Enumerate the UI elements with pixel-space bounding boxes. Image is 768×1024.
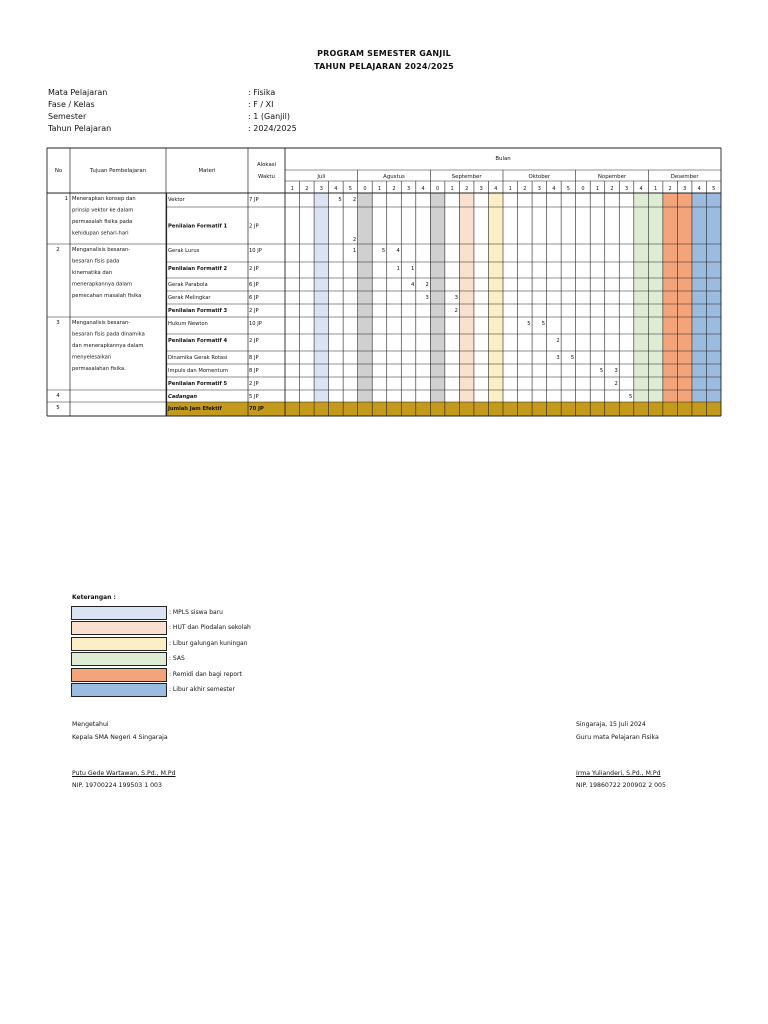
alokasi-text: 2 JP	[249, 381, 259, 387]
tujuan-text: menerapkannya dalam	[72, 281, 133, 288]
month-label: Oktober	[528, 174, 551, 180]
materi-text: Gerak Parabola	[168, 282, 208, 288]
legend-label-galungan: : Libur galungan kuningan	[169, 640, 248, 647]
materi-text: Gerak Melingkar	[168, 295, 211, 301]
alokasi-text: 10 JP	[249, 248, 262, 254]
week-column-bg	[459, 193, 474, 402]
month-label: Agustus	[383, 174, 405, 180]
week-value: 2	[454, 308, 458, 314]
week-value: 3	[614, 368, 618, 374]
materi-text: Impuls dan Momentum	[168, 368, 228, 374]
week-label: 4	[334, 186, 338, 192]
legend-swatch-remidi	[71, 668, 167, 682]
alokasi-text: 2 JP	[249, 308, 259, 314]
week-column-bg	[706, 193, 721, 402]
week-column-bg	[474, 193, 489, 402]
alokasi-text: 70 JP	[249, 406, 264, 412]
week-label: 1	[595, 186, 600, 192]
group-number: 1	[64, 196, 68, 202]
week-label: 2	[305, 186, 309, 192]
week-label: 3	[406, 186, 411, 192]
alokasi-text: 6 JP	[249, 282, 259, 288]
month-label: September	[451, 174, 482, 180]
week-value: 1	[410, 266, 415, 272]
week-label: 1	[377, 186, 382, 192]
week-label: 0	[363, 186, 367, 192]
group-number: 3	[56, 320, 60, 326]
week-column-bg	[619, 193, 634, 402]
materi-text: Penilaian Formatif 5	[168, 381, 228, 387]
week-label: 2	[610, 186, 614, 192]
materi-text: Hukum Newton	[168, 321, 208, 327]
week-value: 5	[381, 248, 386, 254]
alokasi-text: 2 JP	[249, 338, 259, 344]
week-label: 3	[319, 186, 323, 192]
week-value: 3	[454, 295, 458, 301]
week-value: 1	[396, 266, 400, 272]
alokasi-text: 2 JP	[249, 266, 259, 272]
materi-text: Vektor	[168, 197, 185, 203]
week-column-bg	[430, 193, 445, 402]
tujuan-text: Menganalisis besaran-	[72, 320, 131, 326]
legend-label-remidi: : Remidi dan bagi report	[169, 671, 242, 678]
tujuan-text: kinematika dan	[72, 270, 113, 276]
month-label: Juli	[317, 174, 326, 180]
tujuan-text: Menganalisis besaran-	[72, 247, 131, 253]
week-column-bg	[648, 193, 663, 402]
info-label-mapel: Mata Pelajaran	[48, 88, 108, 97]
tujuan-text: besaran fisis pada dinamika	[72, 331, 145, 338]
legend-label-mpls: : MPLS siswa baru	[169, 609, 223, 616]
tujuan-text: permasalah fisika pada	[72, 219, 133, 225]
legend-swatch-libur	[71, 683, 167, 697]
alokasi-text: 2 JP	[249, 223, 259, 230]
week-column-bg	[663, 193, 678, 402]
week-column-bg	[358, 193, 373, 402]
week-label: 2	[668, 186, 672, 192]
legend-label-sas: : SAS	[169, 655, 185, 662]
week-column-bg	[634, 193, 649, 402]
week-column-bg	[518, 193, 533, 402]
week-column-bg	[503, 193, 518, 402]
week-column-bg	[488, 193, 503, 402]
header-tujuan: Tujuan Pembelajaran	[89, 168, 147, 174]
week-label: 3	[537, 186, 541, 192]
legend-label-hut: : HUT dan Piodalan sekolah	[169, 624, 251, 631]
group-number: 5	[56, 405, 60, 411]
week-value: 2	[614, 381, 618, 387]
week-value: 5	[338, 197, 342, 203]
tujuan-text: besaran fisis pada	[72, 258, 120, 265]
week-column-bg	[401, 193, 416, 402]
alokasi-text: 10 JP	[249, 321, 262, 327]
week-column-bg	[300, 193, 315, 402]
week-label: 4	[552, 186, 556, 192]
header-alokasi: Alokasi	[256, 162, 277, 168]
sig-left-name: Putu Gede Wartawan, S.Pd., M.Pd	[72, 770, 176, 777]
tujuan-text: pemecahan masalah fisika	[72, 293, 142, 299]
week-column-bg	[561, 193, 576, 402]
week-value: 2	[352, 197, 357, 203]
sig-left-nip: NIP. 19700224 199503 1 003	[72, 782, 162, 789]
header-bulan: Bulan	[495, 156, 511, 162]
materi-text: Jumlah Jam Efektif	[168, 406, 222, 412]
week-label: 4	[421, 186, 425, 192]
group-number: 4	[56, 393, 60, 399]
legend-swatch-galungan	[71, 637, 167, 651]
week-value: 5	[599, 368, 604, 374]
week-value: 4	[410, 282, 415, 288]
week-label: 3	[624, 186, 629, 192]
week-column-bg	[547, 193, 562, 402]
legend-swatch-hut	[71, 621, 167, 635]
info-label-fase: Fase / Kelas	[48, 100, 95, 109]
tujuan-text: dan menerapkannya dalam	[72, 343, 144, 349]
alokasi-text: 5 JP	[249, 394, 259, 400]
sig-left-line1: Mengetahui	[72, 721, 109, 728]
week-column-bg	[692, 193, 707, 402]
week-value: 2	[556, 338, 560, 344]
week-label: 1	[654, 186, 658, 192]
week-value: 3	[425, 295, 429, 301]
materi-text: Penilaian Formatif 2	[168, 266, 228, 272]
tujuan-text: prinsip vektor ke dalam	[72, 207, 134, 214]
week-label: 3	[683, 186, 687, 192]
week-label: 1	[290, 186, 294, 192]
legend-title: Keterangan :	[72, 594, 116, 601]
info-label-semester: Semester	[48, 112, 87, 121]
info-label-tahun: Tahun Pelajaran	[48, 124, 112, 133]
week-column-bg	[532, 193, 547, 402]
month-label: Nopember	[597, 174, 627, 180]
alokasi-text: 7 JP	[249, 197, 259, 203]
tujuan-text: menyelesaikan	[72, 354, 112, 361]
week-label: 2	[392, 186, 396, 192]
month-label: Desember	[670, 174, 699, 180]
week-column-bg	[387, 193, 402, 402]
week-column-bg	[285, 193, 300, 402]
week-value: 4	[396, 248, 400, 254]
sig-right-nip: NIP. 19860722 200902 2 005	[576, 782, 666, 789]
week-label: 2	[523, 186, 527, 192]
materi-text: Penilaian Formatif 3	[168, 308, 228, 314]
tujuan-text: permasalahan fisika.	[72, 366, 126, 372]
legend-swatch-mpls	[71, 606, 167, 620]
week-value: 5	[628, 394, 633, 400]
alokasi-text: 6 JP	[249, 295, 259, 301]
week-label: 4	[639, 186, 643, 192]
week-label: 0	[436, 186, 440, 192]
tujuan-text: Menerapkan konsep dan	[72, 196, 136, 202]
tujuan-text: kehidupan sehari-hari	[72, 230, 129, 237]
info-value-mapel: : Fisika	[248, 88, 276, 97]
materi-text: Penilaian Formatif 1	[168, 223, 228, 230]
group-number: 2	[56, 247, 60, 253]
week-label: 4	[494, 186, 498, 192]
document-subtitle: TAHUN PELAJARAN 2024/2025	[314, 62, 454, 71]
week-label: 1	[508, 186, 512, 192]
week-value: 3	[556, 355, 560, 361]
week-value: 5	[527, 321, 531, 327]
week-label: 4	[697, 186, 701, 192]
materi-text: Gerak Lurus	[168, 248, 200, 254]
week-column-bg	[372, 193, 387, 402]
week-column-bg	[576, 193, 591, 402]
header-no: No	[54, 168, 63, 174]
week-value: 5	[570, 355, 575, 361]
week-label: 1	[450, 186, 454, 192]
info-value-semester: : 1 (Ganjil)	[248, 112, 290, 121]
week-label: 0	[581, 186, 585, 192]
week-label: 2	[465, 186, 469, 192]
week-label: 3	[479, 186, 483, 192]
week-column-bg	[677, 193, 692, 402]
info-value-fase: : F / XI	[248, 100, 274, 109]
week-column-bg	[314, 193, 329, 402]
info-value-tahun: : 2024/2025	[248, 124, 297, 133]
week-value: 2	[352, 237, 357, 243]
materi-text: Cadangan	[168, 394, 198, 400]
week-value: 2	[425, 282, 429, 288]
sig-right-name: Irma Yulianderi, S.Pd., M.Pd	[576, 770, 661, 777]
document-title: PROGRAM SEMESTER GANJIL	[317, 49, 451, 58]
week-label: 5	[348, 186, 352, 192]
materi-text: Penilaian Formatif 4	[168, 338, 228, 344]
alokasi-text: 8 JP	[249, 368, 259, 374]
header-materi: Materi	[198, 168, 216, 174]
week-label: 5	[566, 186, 570, 192]
sig-left-line2: Kepala SMA Negeri 4 Singaraja	[72, 734, 168, 741]
legend-label-libur: : Libur akhir semester	[169, 686, 235, 693]
week-column-bg	[343, 193, 358, 402]
week-label: 5	[712, 186, 716, 192]
week-value: 5	[541, 321, 546, 327]
alokasi-text: 8 JP	[249, 355, 259, 361]
legend-swatch-sas	[71, 652, 167, 666]
week-column-bg	[329, 193, 344, 402]
materi-text: Dinamika Gerak Rotasi	[168, 355, 228, 361]
sig-right-line2: Guru mata Pelajaran Fisika	[576, 734, 659, 741]
header-waktu: Waktu	[258, 174, 275, 180]
week-value: 1	[352, 248, 357, 254]
sig-right-line1: Singaraja, 15 Juli 2024	[576, 721, 646, 728]
